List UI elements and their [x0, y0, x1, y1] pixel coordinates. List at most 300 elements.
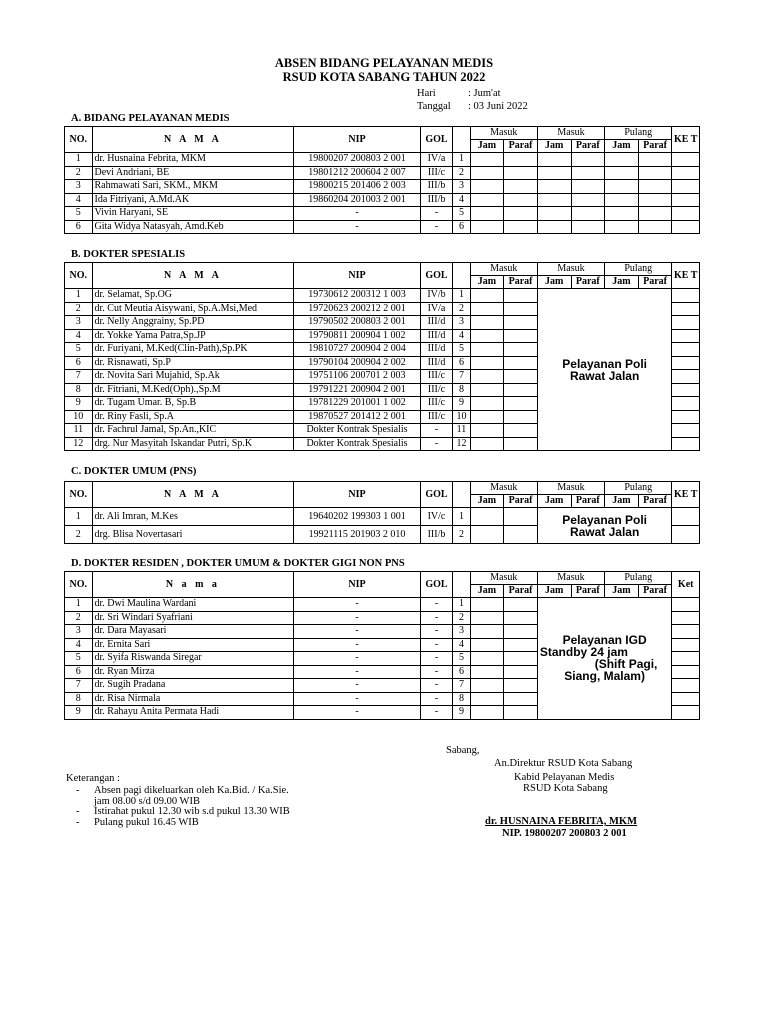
note-dash: - [76, 816, 80, 828]
col-paraf: Paraf [638, 140, 672, 153]
col-gol: GOL [420, 482, 453, 508]
attendance-cell [504, 343, 538, 357]
row-gol: III/b [420, 180, 453, 194]
section-d-table [64, 571, 700, 720]
row-gol: - [420, 437, 453, 451]
attendance-cell [470, 166, 504, 180]
ket-cell [672, 679, 700, 693]
row-index: 3 [453, 316, 470, 330]
row-nip: 19720623 200212 2 001 [294, 302, 420, 316]
signature-line-director: An.Direktur RSUD Kota Sabang [494, 758, 633, 769]
attendance-cell [470, 424, 504, 438]
ket-cell [672, 508, 700, 526]
row-index: 1 [453, 598, 470, 612]
row-name: dr. Novita Sari Mujahid, Sp.Ak [92, 370, 294, 384]
attendance-cell [470, 397, 504, 411]
row-gol: III/c [420, 397, 453, 411]
attendance-cell [504, 692, 538, 706]
row-gol: - [420, 652, 453, 666]
attendance-cell [470, 220, 504, 234]
ket-cell [672, 665, 700, 679]
row-no: 3 [65, 180, 93, 194]
col-no: NO. [65, 482, 93, 508]
attendance-cell [470, 437, 504, 451]
attendance-cell [470, 638, 504, 652]
col-jam: Jam [537, 585, 571, 598]
row-gol: III/c [420, 410, 453, 424]
attendance-cell [571, 153, 605, 167]
row-gol: IV/b [420, 289, 453, 303]
row-name: dr. Sri Windari Syafriani [92, 611, 294, 625]
attendance-cell [605, 207, 639, 221]
attendance-cell [504, 508, 538, 526]
col-nip: NIP [294, 572, 420, 598]
date-label: Tanggal [417, 101, 451, 112]
attendance-cell [470, 526, 504, 544]
row-index: 12 [453, 437, 470, 451]
attendance-cell [605, 193, 639, 207]
table-row [65, 166, 700, 180]
col-jam: Jam [605, 585, 639, 598]
col-ket: KE T [672, 127, 700, 153]
attendance-cell [504, 220, 538, 234]
row-name: dr. Cut Meutia Aisywani, Sp.A.Msi,Med [92, 302, 294, 316]
row-nip: 19870527 201412 2 001 [294, 410, 420, 424]
row-nip: - [294, 692, 420, 706]
header-row [65, 482, 700, 495]
note-item [66, 807, 446, 818]
row-nip: - [294, 652, 420, 666]
row-name: dr. Sugih Pradana [92, 679, 294, 693]
col-masuk-2: Masuk [537, 127, 604, 140]
col-paraf: Paraf [638, 276, 672, 289]
notes-title: Keterangan : [66, 773, 120, 784]
row-index: 7 [453, 370, 470, 384]
col-nama: N A M A [92, 263, 294, 289]
row-no: 8 [65, 383, 93, 397]
attendance-cell [470, 383, 504, 397]
row-nip: 19810727 200904 2 004 [294, 343, 420, 357]
signatory-name: dr. HUSNAINA FEBRITA, MKM [485, 816, 637, 827]
ket-cell [672, 180, 700, 194]
ket-cell [672, 526, 700, 544]
row-no: 5 [65, 343, 93, 357]
attendance-cell [605, 166, 639, 180]
row-gol: III/b [420, 526, 453, 544]
col-pulang: Pulang [605, 263, 672, 276]
service-note-line: (Shift Pagi, [594, 657, 658, 672]
row-gol: - [420, 692, 453, 706]
row-gol: III/c [420, 383, 453, 397]
ket-cell [672, 383, 700, 397]
attendance-cell [504, 370, 538, 384]
row-nip: - [294, 665, 420, 679]
attendance-cell [504, 397, 538, 411]
row-no: 4 [65, 329, 93, 343]
row-nip: - [294, 679, 420, 693]
col-jam: Jam [470, 495, 504, 508]
ket-cell [672, 220, 700, 234]
attendance-cell [537, 207, 571, 221]
attendance-cell [571, 180, 605, 194]
col-ket: KE T [672, 263, 700, 289]
document-subtitle: RSUD KOTA SABANG TAHUN 2022 [282, 70, 486, 84]
col-jam: Jam [537, 276, 571, 289]
ket-cell [672, 289, 700, 303]
attendance-cell [605, 180, 639, 194]
col-index [453, 572, 470, 598]
col-masuk-2: Masuk [537, 572, 604, 585]
col-paraf: Paraf [571, 495, 605, 508]
row-no: 1 [65, 508, 93, 526]
attendance-cell [537, 180, 571, 194]
signatory-nip: NIP. 19800207 200803 2 001 [502, 828, 627, 839]
attendance-cell [605, 153, 639, 167]
col-masuk: Masuk [470, 572, 537, 585]
row-name: drg. Nur Masyitah Iskandar Putri, Sp.K [92, 437, 294, 451]
row-gol: IV/c [420, 508, 453, 526]
ket-cell [672, 343, 700, 357]
note-item [66, 818, 446, 829]
note-item [66, 786, 446, 807]
row-index: 5 [453, 207, 470, 221]
ket-cell [672, 397, 700, 411]
row-gol: III/d [420, 356, 453, 370]
attendance-cell [470, 679, 504, 693]
row-name: dr. Fitriani, M.Ked(Oph).,Sp.M [92, 383, 294, 397]
attendance-cell [537, 166, 571, 180]
attendance-cell [504, 652, 538, 666]
row-nip: - [294, 611, 420, 625]
row-no: 2 [65, 166, 93, 180]
attendance-cell [504, 665, 538, 679]
ket-cell [672, 652, 700, 666]
row-gol: - [420, 424, 453, 438]
row-gol: III/c [420, 166, 453, 180]
col-gol: GOL [420, 127, 453, 153]
ket-cell [672, 370, 700, 384]
row-gol: IV/a [420, 153, 453, 167]
date-value: : 03 Juni 2022 [468, 101, 528, 112]
row-no: 7 [65, 370, 93, 384]
col-paraf: Paraf [571, 585, 605, 598]
ket-cell [672, 410, 700, 424]
row-no: 10 [65, 410, 93, 424]
row-gol: - [420, 625, 453, 639]
col-masuk: Masuk [470, 263, 537, 276]
row-nip: - [294, 638, 420, 652]
col-paraf: Paraf [571, 140, 605, 153]
section-c-title: C. DOKTER UMUM (PNS) [71, 466, 197, 477]
row-gol: IV/a [420, 302, 453, 316]
row-index: 1 [453, 153, 470, 167]
note-text: Pulang pukul 16.45 WIB [94, 816, 199, 828]
service-note [537, 508, 672, 544]
table-row [65, 193, 700, 207]
ket-cell [672, 302, 700, 316]
row-name: Rahmawati Sari, SKM., MKM [92, 180, 294, 194]
row-name: dr. Syifa Riswanda Siregar [92, 652, 294, 666]
row-gol: - [420, 207, 453, 221]
row-index: 11 [453, 424, 470, 438]
attendance-cell [537, 220, 571, 234]
row-nip: 19751106 200701 2 003 [294, 370, 420, 384]
row-no: 6 [65, 665, 93, 679]
col-nama: N A M A [92, 482, 294, 508]
row-name: dr. Ernita Sari [92, 638, 294, 652]
row-index: 6 [453, 665, 470, 679]
note-dash: - [76, 785, 80, 796]
attendance-cell [638, 207, 672, 221]
row-name: dr. Risnawati, Sp.P [92, 356, 294, 370]
row-index: 10 [453, 410, 470, 424]
attendance-cell [504, 679, 538, 693]
row-index: 2 [453, 302, 470, 316]
table-row [65, 180, 700, 194]
col-pulang: Pulang [605, 127, 672, 140]
row-no: 1 [65, 598, 93, 612]
row-no: 7 [65, 679, 93, 693]
row-name: dr. Furiyani, M.Ked(Clin-Path),Sp.PK [92, 343, 294, 357]
day-label: Hari [417, 88, 436, 99]
attendance-cell [638, 166, 672, 180]
row-index: 6 [453, 220, 470, 234]
attendance-cell [638, 153, 672, 167]
row-no: 9 [65, 706, 93, 720]
table-row [65, 598, 700, 612]
ket-cell [672, 437, 700, 451]
row-index: 3 [453, 180, 470, 194]
row-no: 6 [65, 220, 93, 234]
col-paraf: Paraf [638, 585, 672, 598]
row-index: 3 [453, 625, 470, 639]
col-paraf: Paraf [504, 585, 538, 598]
row-index: 5 [453, 652, 470, 666]
attendance-cell [504, 638, 538, 652]
row-name: dr. Husnaina Febrita, MKM [92, 153, 294, 167]
attendance-cell [571, 193, 605, 207]
ket-cell [672, 692, 700, 706]
col-nama: N a m a [92, 572, 294, 598]
attendance-cell [470, 302, 504, 316]
row-index: 1 [453, 508, 470, 526]
attendance-cell [504, 383, 538, 397]
section-b-table [64, 262, 700, 451]
service-note-text: Pelayanan Poli Rawat Jalan [562, 512, 647, 539]
row-name: dr. Ali Imran, M.Kes [92, 508, 294, 526]
note-text-cont: jam 08.00 s/d 09.00 WIB [94, 795, 200, 807]
ket-cell [672, 424, 700, 438]
attendance-cell [504, 437, 538, 451]
attendance-cell [638, 220, 672, 234]
row-name: dr. Dara Mayasari [92, 625, 294, 639]
row-gol: - [420, 706, 453, 720]
row-index: 6 [453, 356, 470, 370]
signature-line-position: Kabid Pelayanan Medis [514, 772, 615, 783]
row-no: 3 [65, 625, 93, 639]
row-name: Gita Widya Natasyah, Amd.Keb [92, 220, 294, 234]
col-nip: NIP [294, 482, 420, 508]
section-d-title: D. DOKTER RESIDEN , DOKTER UMUM & DOKTER GIGI NON PNS [71, 558, 405, 569]
attendance-cell [504, 302, 538, 316]
note-text: Absen pagi dikeluarkan oleh Ka.Bid. / Ka.Sie. [94, 785, 289, 796]
row-name: dr. Dwi Maulina Wardani [92, 598, 294, 612]
col-masuk-2: Masuk [537, 263, 604, 276]
ket-cell [672, 598, 700, 612]
row-index: 9 [453, 397, 470, 411]
row-index: 2 [453, 166, 470, 180]
col-paraf: Paraf [504, 276, 538, 289]
service-note-text: Pelayanan Poli Rawat Jalan [562, 356, 647, 383]
row-nip: - [294, 706, 420, 720]
col-jam: Jam [470, 276, 504, 289]
col-jam: Jam [605, 276, 639, 289]
ket-cell [672, 153, 700, 167]
attendance-cell [470, 343, 504, 357]
row-no: 4 [65, 193, 93, 207]
row-index: 7 [453, 679, 470, 693]
row-name: dr. Risa Nirmala [92, 692, 294, 706]
ket-cell [672, 316, 700, 330]
row-no: 11 [65, 424, 93, 438]
attendance-cell [504, 424, 538, 438]
row-name: dr. Ryan Mirza [92, 665, 294, 679]
table-row [65, 508, 700, 526]
col-paraf: Paraf [504, 140, 538, 153]
row-nip: 19800207 200803 2 001 [294, 153, 420, 167]
col-index [453, 263, 470, 289]
col-index [453, 482, 470, 508]
service-note-line: Standby 24 jam [539, 645, 628, 660]
col-masuk-2: Masuk [537, 482, 604, 495]
attendance-cell [504, 153, 538, 167]
notes [66, 773, 446, 828]
table-row [65, 289, 700, 303]
col-index [453, 127, 470, 153]
col-masuk: Masuk [470, 127, 537, 140]
service-note [537, 289, 672, 451]
row-name: dr. Selamat, Sp.OG [92, 289, 294, 303]
attendance-cell [470, 289, 504, 303]
row-gol: - [420, 598, 453, 612]
section-b-title: B. DOKTER SPESIALIS [71, 249, 186, 260]
attendance-cell [638, 180, 672, 194]
attendance-cell [504, 611, 538, 625]
row-nip: - [294, 220, 420, 234]
service-note [537, 598, 672, 720]
row-no: 2 [65, 526, 93, 544]
row-no: 3 [65, 316, 93, 330]
row-nip: Dokter Kontrak Spesialis [294, 424, 420, 438]
attendance-cell [638, 193, 672, 207]
col-jam: Jam [470, 585, 504, 598]
section-c-table [64, 481, 700, 544]
attendance-cell [470, 370, 504, 384]
row-gol: - [420, 220, 453, 234]
attendance-cell [504, 356, 538, 370]
row-name: drg. Blisa Novertasari [92, 526, 294, 544]
col-pulang: Pulang [605, 572, 672, 585]
col-jam: Jam [470, 140, 504, 153]
row-name: Ida Fitriyani, A.Md.AK [92, 193, 294, 207]
row-gol: III/c [420, 370, 453, 384]
row-nip: 19790502 200803 2 001 [294, 316, 420, 330]
col-nip: NIP [294, 127, 420, 153]
row-index: 2 [453, 611, 470, 625]
row-index: 4 [453, 329, 470, 343]
row-nip: - [294, 598, 420, 612]
col-nama: N A M A [92, 127, 294, 153]
row-nip: 19921115 201903 2 010 [294, 526, 420, 544]
row-index: 9 [453, 706, 470, 720]
col-no: NO. [65, 127, 93, 153]
row-index: 5 [453, 343, 470, 357]
row-name: Devi Andriani, BE [92, 166, 294, 180]
attendance-cell [504, 329, 538, 343]
attendance-cell [504, 526, 538, 544]
row-index: 4 [453, 638, 470, 652]
attendance-cell [571, 207, 605, 221]
col-jam: Jam [605, 140, 639, 153]
row-nip: 19860204 201003 2 001 [294, 193, 420, 207]
col-gol: GOL [420, 572, 453, 598]
row-name: dr. Yokke Yama Patra,Sp.JP [92, 329, 294, 343]
attendance-cell [537, 193, 571, 207]
col-ket: KE T [672, 482, 700, 508]
col-nip: NIP [294, 263, 420, 289]
row-gol: - [420, 679, 453, 693]
row-gol: III/d [420, 343, 453, 357]
attendance-cell [504, 193, 538, 207]
attendance-cell [470, 316, 504, 330]
attendance-cell [504, 410, 538, 424]
row-no: 5 [65, 652, 93, 666]
table-row [65, 220, 700, 234]
col-paraf: Paraf [638, 495, 672, 508]
row-index: 1 [453, 289, 470, 303]
col-no: NO. [65, 572, 93, 598]
section-a-title: A. BIDANG PELAYANAN MEDIS [71, 113, 230, 124]
row-no: 6 [65, 356, 93, 370]
row-no: 1 [65, 289, 93, 303]
attendance-cell [470, 692, 504, 706]
row-no: 2 [65, 302, 93, 316]
col-ket: Ket [672, 572, 700, 598]
row-gol: III/b [420, 193, 453, 207]
ket-cell [672, 193, 700, 207]
row-nip: 19790104 200904 2 002 [294, 356, 420, 370]
row-nip: 19640202 199303 1 001 [294, 508, 420, 526]
attendance-cell [470, 652, 504, 666]
row-nip: Dokter Kontrak Spesialis [294, 437, 420, 451]
row-index: 8 [453, 383, 470, 397]
attendance-cell [571, 166, 605, 180]
service-note-line: Siang, Malam) [564, 669, 645, 684]
row-gol: - [420, 611, 453, 625]
attendance-cell [470, 611, 504, 625]
col-jam: Jam [537, 495, 571, 508]
row-no: 2 [65, 611, 93, 625]
attendance-cell [470, 410, 504, 424]
row-nip: - [294, 625, 420, 639]
row-no: 8 [65, 692, 93, 706]
row-gol: - [420, 665, 453, 679]
ket-cell [672, 706, 700, 720]
row-no: 1 [65, 153, 93, 167]
row-no: 4 [65, 638, 93, 652]
attendance-cell [470, 706, 504, 720]
row-no: 12 [65, 437, 93, 451]
